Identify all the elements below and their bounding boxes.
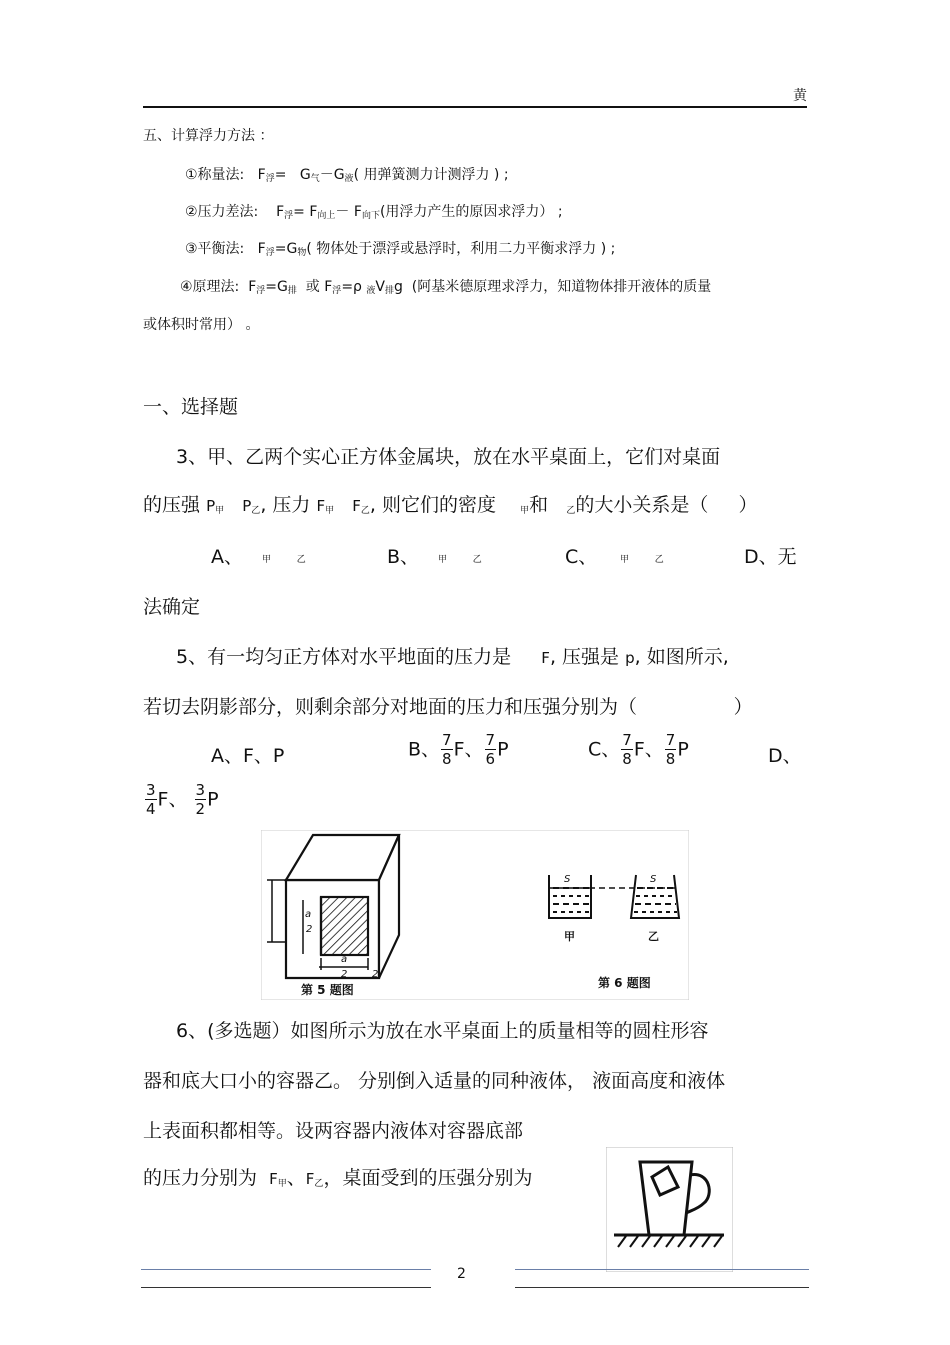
dimension-label: a (305, 909, 312, 920)
dimension-label: 2 (341, 969, 348, 980)
dimension-label: a (341, 954, 348, 965)
figure-5-6 (261, 830, 689, 1000)
fraction: $\frac{3}{2}$ (195, 781, 206, 818)
q3-option-b: B、 (387, 546, 420, 568)
footer-rule-left (141, 1269, 431, 1270)
q6-line3: 上表面积都相等。设两容器内液体对容器底部 (143, 1120, 524, 1142)
area-label: S (564, 874, 571, 885)
q5-line1: 5、有一均匀正方体对水平地面的压力是 F, 压强是 p, 如图所示, (176, 646, 729, 668)
footer-rule-right-2 (515, 1287, 809, 1288)
fraction: $\frac{7}{8}$ (665, 731, 676, 768)
fraction: $\frac{7}{8}$ (622, 731, 632, 768)
q3-option-c-subs: 甲 乙 (620, 555, 664, 565)
area-label: S (650, 874, 657, 885)
q5-option-a: A、F、P (211, 745, 285, 767)
q3-option-d: D、无 (744, 546, 797, 568)
method-4: ④原理法: $F_浮=G_排$ 或 $F_浮=\rho$ $_液V_排g$ (阿基米德原理求浮力，知道物体排开液体的质量 (180, 279, 712, 296)
container-label-yi: 乙 (648, 930, 659, 943)
dimension-label: 2 (306, 924, 313, 935)
q5-line2: 若切去阴影部分，则剩余部分对地面的压力和压强分别为（ ） (143, 696, 753, 718)
figure-6-caption: 第 6 题图 (598, 976, 651, 990)
footer-rule-right (515, 1269, 809, 1270)
q6-line2: 器和底大口小的容器乙。 分别倒入适量的同种液体， 液面高度和液体 (143, 1070, 726, 1092)
method-2: ②压力差法: $F_浮= F_{向上}- F_{向下}$(用浮力产生的原因求浮力） ; (185, 204, 563, 221)
container-label-jia: 甲 (564, 930, 575, 943)
method-4-continued: 或体积时常用） 。 (143, 317, 260, 333)
method-3: ③平衡法: $F_浮=G_物$( 物体处于漂浮或悬浮时，利用二力平衡求浮力 ) ; (185, 241, 616, 258)
header-rule (143, 106, 807, 108)
method-1: ①称量法: $F_浮=$ $G_气-G_液$( 用弹簧测力计测浮力 ) ; (185, 167, 509, 184)
q6-line1: 6、(多选题）如图所示为放在水平桌面上的质量相等的圆柱形容 (176, 1020, 709, 1042)
header-mark: 黄 (793, 88, 807, 104)
fraction: $\frac{7}{6}$ (485, 731, 496, 768)
fraction: $\frac{3}{4}$ (146, 781, 156, 818)
q3-line2: 的压强 $P_甲$ $P_乙$, 压力 $F_甲$ $F_乙$, 则它们的密度 $_甲$和 $_乙$的大小关系是（ ） (143, 494, 758, 516)
q3-option-a: A、 (211, 546, 243, 568)
footer-rule-left-2 (141, 1287, 431, 1288)
dimension-label: 2 (372, 969, 379, 980)
q5-option-b: B、 $\frac{7}{8}$ F、 $\frac{7}{6}$ P (408, 731, 509, 768)
q3-option-b-subs: 甲 乙 (438, 555, 482, 565)
q3-line1: 3、甲、乙两个实心正方体金属块，放在水平桌面上，它们对桌面 (176, 446, 721, 468)
fraction: $\frac{7}{8}$ (442, 731, 452, 768)
section-title: 五、计算浮力方法 ： (143, 128, 274, 144)
q5-option-d-cont: $\frac{3}{4}$ F、 $\frac{3}{2}$ P (146, 781, 219, 818)
part-title: 一、选择题 (143, 396, 239, 418)
shaded-part (321, 897, 368, 955)
q3-option-d-cont: 法确定 (143, 596, 201, 618)
page-number: 2 (457, 1266, 466, 1282)
q3-option-a-subs: 甲 乙 (262, 555, 306, 565)
q5-option-d: D、 (768, 745, 802, 767)
q6-line4: 的压力分别为 $F_甲$、$F_乙$，桌面受到的压强分别为 (143, 1167, 533, 1189)
figure-5-caption: 第 5 题图 (301, 983, 354, 997)
q5-option-c: C、 $\frac{7}{8}$ F、 $\frac{7}{8}$ P (588, 731, 689, 768)
cup-figure (606, 1147, 733, 1272)
q3-option-c: C、 (565, 546, 598, 568)
